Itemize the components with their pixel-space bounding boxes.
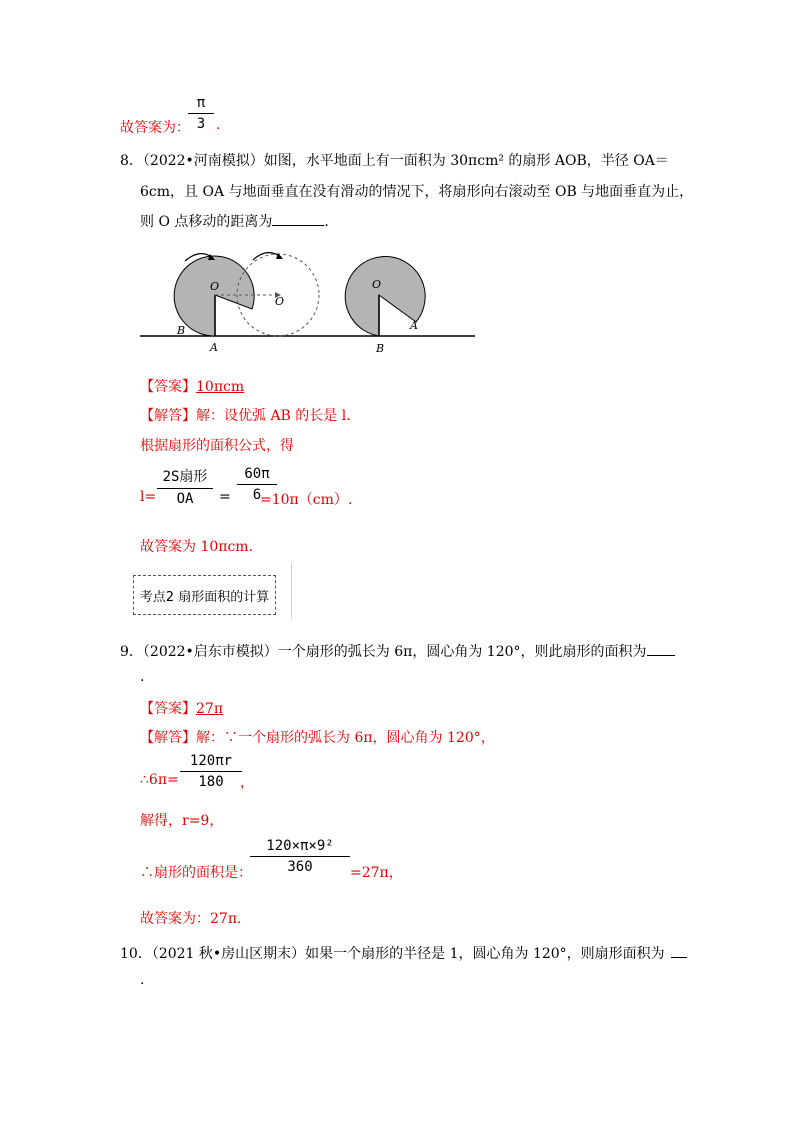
q8-answer: 【答案】10πcm <box>140 379 245 395</box>
sector-start <box>174 256 254 336</box>
q10-line2: . <box>140 972 145 988</box>
fig-label-a2: A <box>410 319 418 332</box>
q9-step3: 解得，r=9， <box>140 813 224 829</box>
prev-answer-label: 故答案为： <box>120 120 190 136</box>
fig-label-o3: O <box>372 278 382 291</box>
q8-solution-line1: 【解答】解：设优弧 AB 的长是 l. <box>140 408 351 424</box>
q9-step4-frac <box>250 838 350 875</box>
q9-answer-value: 27π <box>196 701 224 717</box>
divider-line <box>291 563 292 619</box>
section-box: 考点2 扇形面积的计算 <box>133 575 276 615</box>
q9-line2: . <box>140 669 145 685</box>
fig-label-o1: O <box>210 280 220 293</box>
q9-answer-blank <box>647 641 675 656</box>
fig-label-a1: A <box>210 341 218 354</box>
prev-answer-denominator: 3 <box>196 116 206 132</box>
q8-frac2-num: 60π <box>244 466 270 482</box>
q8-line2: 6cm，且 OA 与地面垂直在没有滑动的情况下，将扇形向右滚动至 OB 与地面垂直为止， <box>140 184 694 200</box>
q8-frac1-num: 2S扇形 <box>162 469 208 485</box>
fig-label-b2: B <box>376 342 385 355</box>
q8-formula-rhs: =10π（cm）. <box>260 492 353 508</box>
q9-step4-rhs: =27π， <box>350 865 403 881</box>
prev-answer-end: . <box>216 117 221 133</box>
fig-label-b1: B <box>177 324 186 337</box>
rolling-sector-figure <box>130 238 480 358</box>
q8-frac1-den: OA <box>176 491 194 507</box>
q9-step2-lhs: ∴6π= <box>140 772 179 788</box>
q10-answer-blank <box>671 943 687 958</box>
q9-step2-den: 180 <box>198 774 224 790</box>
q8-frac2-den: 6 <box>252 487 262 503</box>
q9-answer: 【答案】27π <box>140 701 224 717</box>
q9-solution-line1: 【解答】解：∵一个扇形的弧长为 6π，圆心角为 120°， <box>140 730 495 746</box>
q8-answer-value: 10πcm <box>196 379 245 395</box>
prev-answer-fraction <box>188 95 214 132</box>
q9-step4-lhs: ∴扇形的面积是： <box>140 865 252 881</box>
q8-line3: 则 O 点移动的距离为 . <box>140 211 329 231</box>
q8-formula-lhs: l= <box>140 489 157 505</box>
q9-step2-num: 120πr <box>189 753 233 769</box>
q9-step2-end: ， <box>240 775 254 791</box>
q8-solution-line2: 根据扇形的面积公式，得 <box>140 438 294 454</box>
fig-label-o2: O <box>275 295 285 308</box>
q9-step2-frac <box>180 753 242 790</box>
q9-final: 故答案为：27π. <box>140 911 242 927</box>
q8-line1: 8．（2022•河南模拟）如图，水平地面上有一面积为 30πcm² 的扇形 AOB，半径 OA＝ <box>120 153 669 169</box>
q10-line1: 10．（2021 秋•房山区期末）如果一个扇形的半径是 1，圆心角为 120°，则扇形面积为 <box>120 943 687 963</box>
q9-step4-den: 360 <box>287 859 313 875</box>
q8-answer-blank <box>272 211 324 226</box>
q8-frac1 <box>157 466 213 507</box>
q9-step4-num: 120×π×9² <box>266 838 334 854</box>
q8-equals: = <box>219 489 231 505</box>
prev-answer-numerator: π <box>196 95 206 111</box>
q9-line1: 9．（2022•启东市模拟）一个扇形的弧长为 6π，圆心角为 120°，则此扇形的面积为 <box>120 641 675 661</box>
q8-final: 故答案为 10πcm. <box>140 539 254 555</box>
